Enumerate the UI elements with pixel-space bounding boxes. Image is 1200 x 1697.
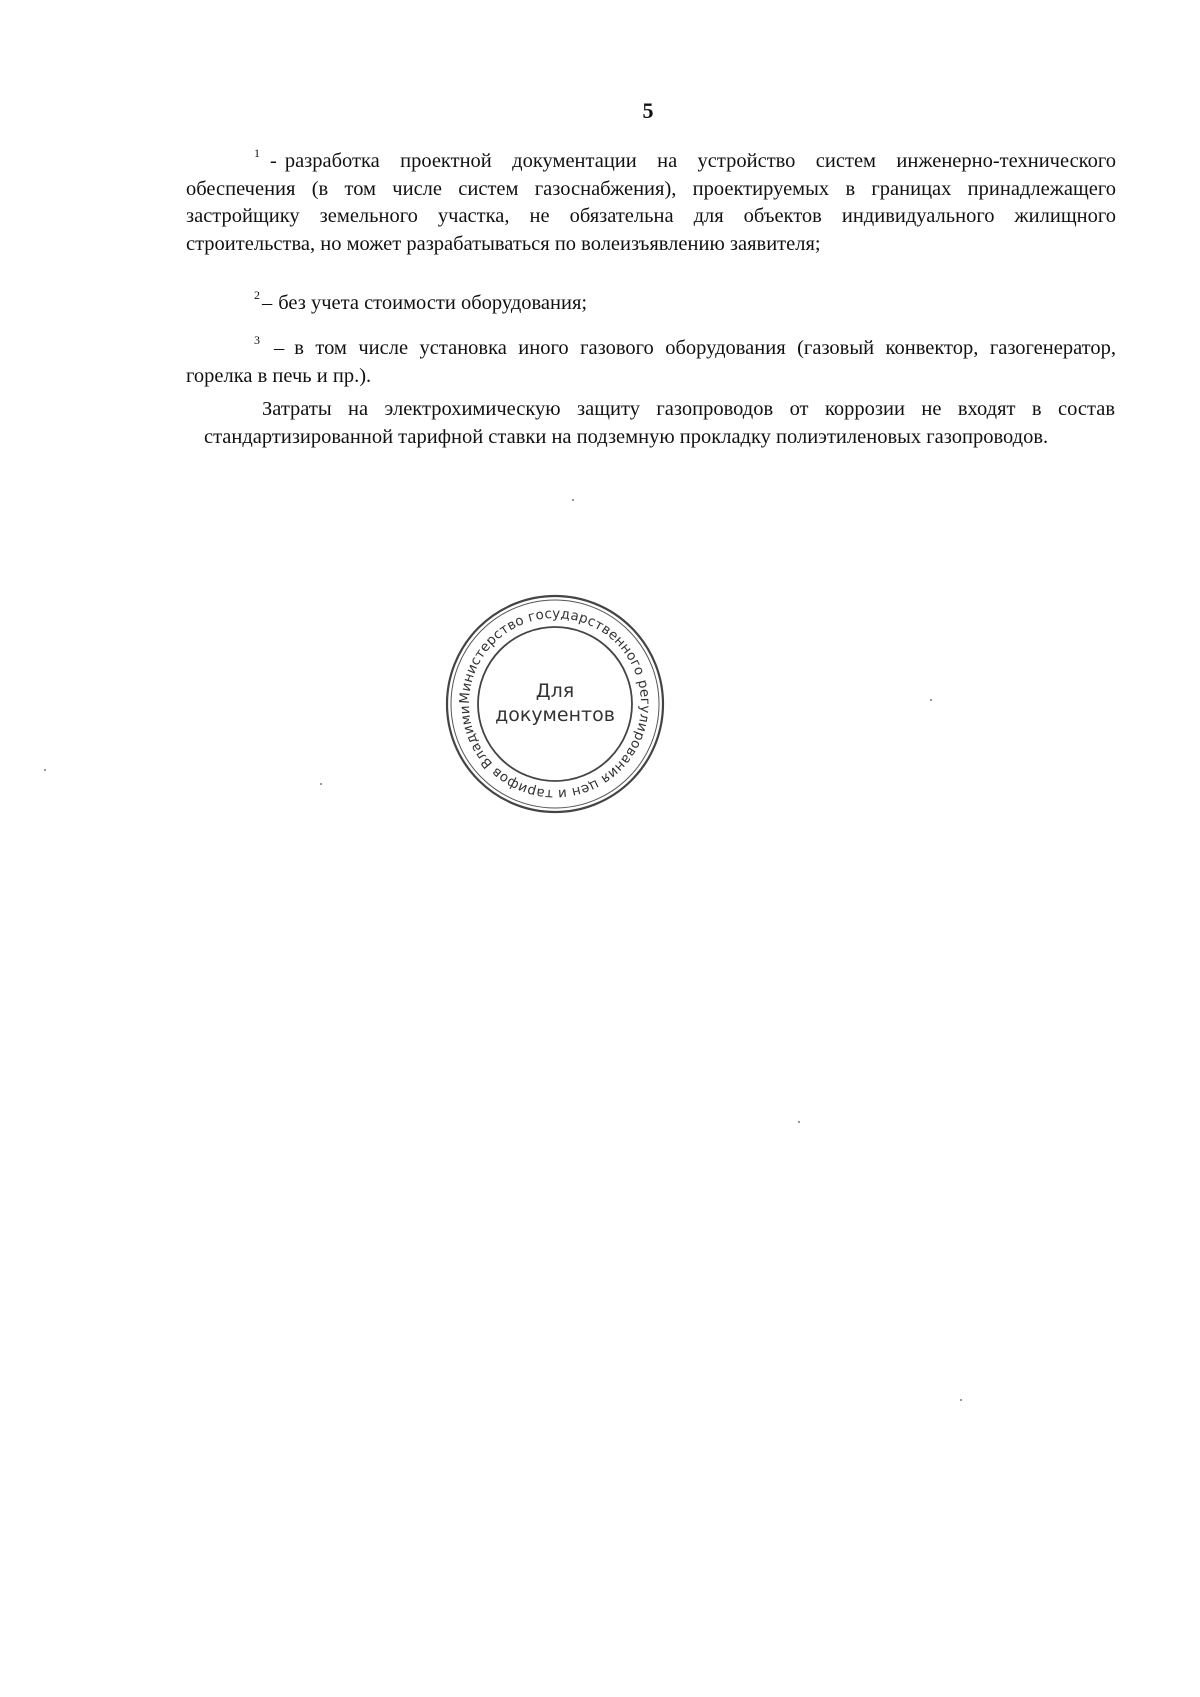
footnote-3 xyxy=(186,335,1116,390)
notice-paragraph: Затраты на электрохимическую защиту газопроводов от коррозии не входят в состав стандартизированной тарифной ставки на подземную прокладку полиэтиленовых газопроводов. xyxy=(204,398,1115,448)
footnote-text: в том числе установка иного газового оборудования (газовый конвектор, газогенератор, горелка в печь и пр.). xyxy=(186,337,1116,387)
scan-speck xyxy=(798,1121,800,1123)
stamp-center-line-1: Для xyxy=(535,680,575,702)
page-number: 5 xyxy=(642,98,654,123)
stamp-center-line-2: документов xyxy=(495,704,615,726)
footnote-separator: – xyxy=(262,292,273,314)
footnote-separator: – xyxy=(274,337,285,359)
footnote-marker: 2 xyxy=(254,288,260,302)
footnote-2 xyxy=(186,290,1116,318)
stamp-seal-graphic xyxy=(444,593,666,815)
footnote-marker: 1 xyxy=(254,146,260,160)
scan-speck xyxy=(44,769,46,771)
footnote-text: без учета стоимости оборудования; xyxy=(278,292,588,314)
stamp-ring-text: Министерство государственного регулирования цен и тарифов Владими xyxy=(456,605,654,803)
scan-speck xyxy=(960,1399,962,1401)
official-stamp xyxy=(444,593,666,815)
footnote-separator: - xyxy=(270,150,277,172)
scan-speck xyxy=(930,699,932,701)
scan-speck xyxy=(572,499,574,501)
footnote-1 xyxy=(186,148,1116,258)
scan-speck xyxy=(320,783,322,785)
footnote-marker: 3 xyxy=(254,333,260,347)
footnote-text: разработка проектной документации на устройство систем инженерно-технического обеспечения (в том числе систем газоснабжения), проектируемых в границах принадлежащего застройщику земельного участка, не обязательна для объектов индивидуального жилищного строительства, но может разрабатываться по волеизъявлению заявителя; xyxy=(186,150,1116,255)
